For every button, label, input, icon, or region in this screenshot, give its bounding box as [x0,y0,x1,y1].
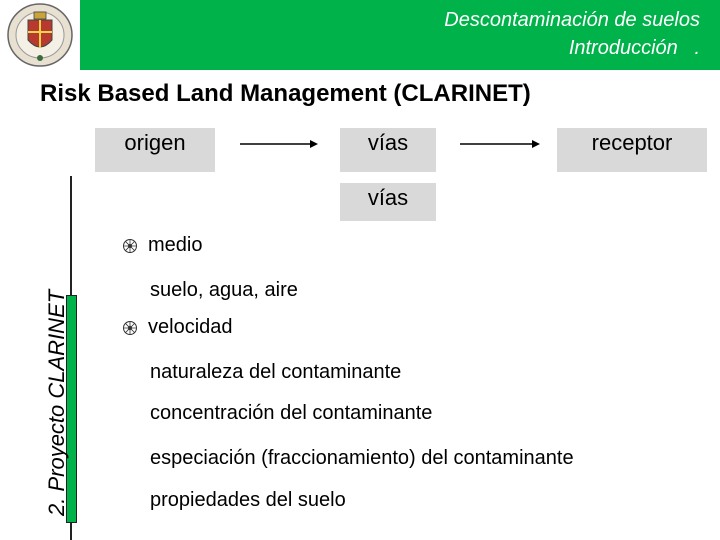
vias-highlight-box [340,183,436,221]
sub-item-concentracion: concentración del contaminante [150,402,433,424]
header-title [444,6,700,62]
slide-title: Risk Based Land Management (CLARINET) [40,80,531,107]
sub-item-naturaleza: naturaleza del contaminante [150,361,402,383]
vias-box [340,128,436,172]
receptor-label: receptor [591,130,673,155]
side-label: 2. Proyecto CLARINET [44,289,69,516]
sub-item-suelo-agua-aire: suelo, agua, aire [150,279,298,301]
origen-label: origen [124,130,186,155]
header-title-line1: Descontaminación de suelos [444,9,700,31]
bullet-medio-label: medio [148,234,203,256]
bullet-medio [122,234,202,257]
arrow-vias-to-receptor [460,139,540,149]
side-label-container [0,0,69,540]
sub-item-especiacion: especiación (fraccionamiento) del contaminante [150,447,574,469]
sub-item-propiedades: propiedades del suelo [150,489,346,511]
arrow-origen-to-vias [240,139,318,149]
vias-highlight-label: vías [367,185,409,210]
vias-label: vías [367,130,409,155]
header-title-line2: Introducción . [568,37,700,59]
flower-bullet-icon [122,238,138,254]
flower-bullet-icon [122,320,138,336]
receptor-box [557,128,707,172]
bullet-velocidad [122,316,233,339]
origen-box [95,128,215,172]
bullet-velocidad-label: velocidad [148,316,233,338]
